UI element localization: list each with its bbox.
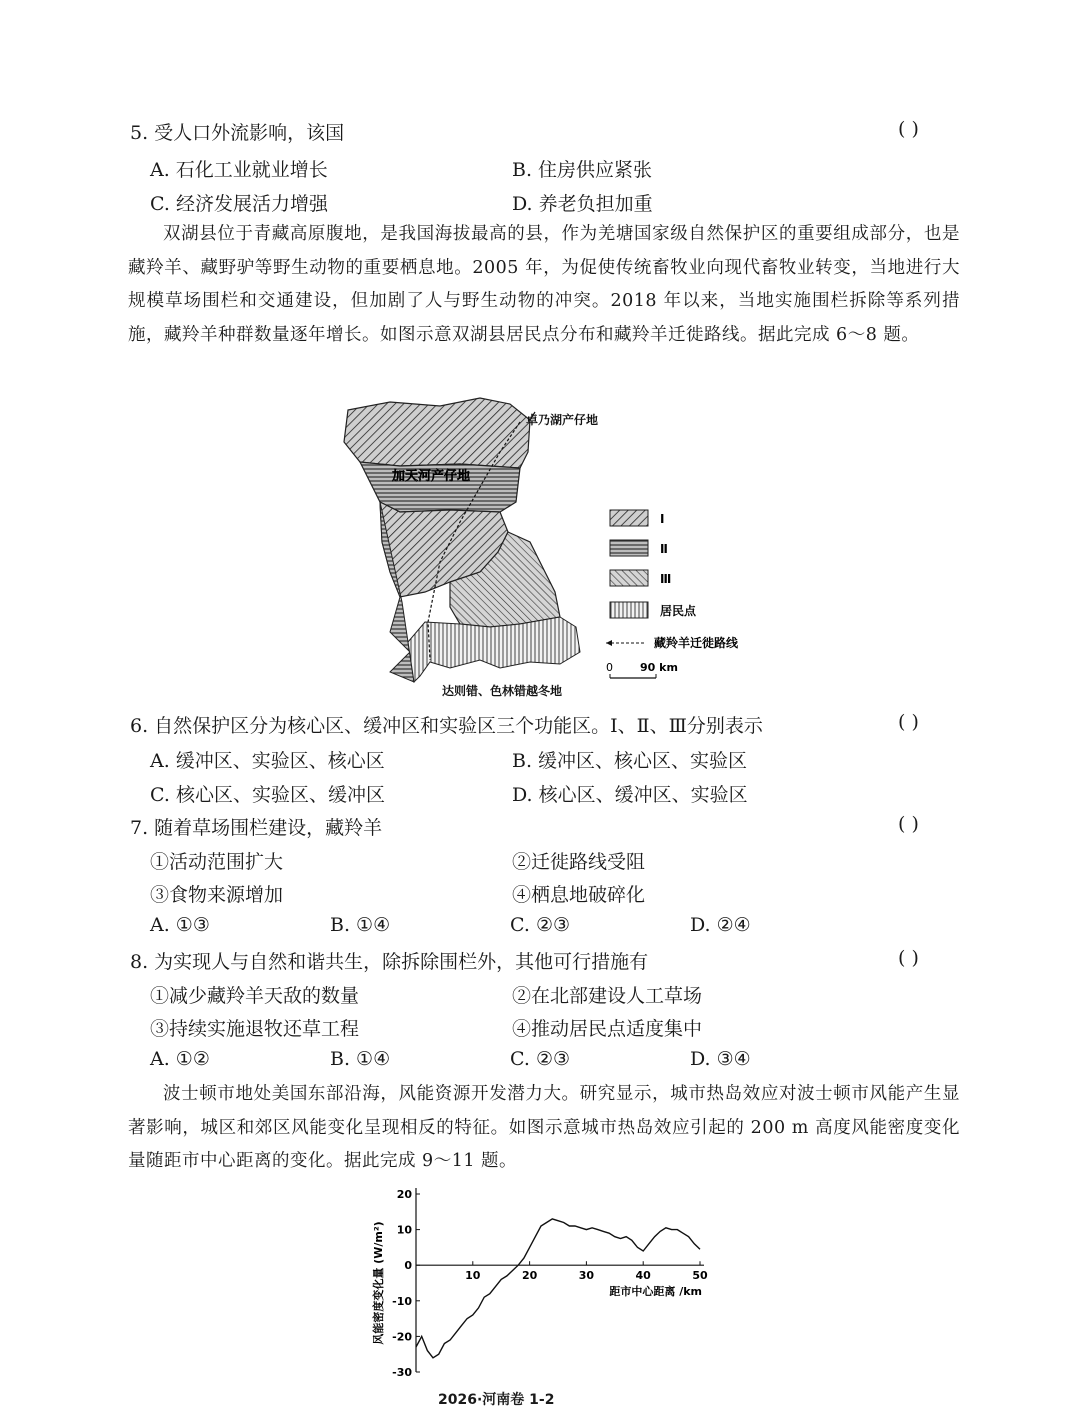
legend-zone-3: Ⅲ [660, 572, 672, 586]
map-zone-settlements [408, 617, 580, 682]
shuanghu-map [330, 392, 790, 702]
map-label-south: 达则错、色林错越冬地 [442, 684, 563, 698]
x-tick-label: 10 [465, 1269, 481, 1283]
q8-option-b[interactable]: B. ①④ [330, 1048, 391, 1070]
q7-item-4: ④栖息地破碎化 [512, 884, 646, 906]
x-tick-label: 40 [635, 1269, 651, 1283]
y-tick-label: 10 [396, 1223, 412, 1237]
q7-option-b[interactable]: B. ①④ [330, 914, 391, 936]
q7-option-d[interactable]: D. ②④ [690, 914, 751, 936]
q5-option-d[interactable]: D. 养老负担加重 [512, 193, 653, 215]
q8-item-1: ①减少藏羚羊天敌的数量 [150, 985, 360, 1007]
q5-option-c[interactable]: C. 经济发展活力增强 [150, 193, 328, 215]
x-tick-label: 30 [578, 1269, 595, 1283]
x-tick-label: 20 [521, 1269, 538, 1283]
y-tick-label: 20 [396, 1188, 412, 1201]
scale-90: 90 km [640, 661, 678, 674]
q6-option-a[interactable]: A. 缓冲区、实验区、核心区 [150, 750, 385, 772]
page-footer: 2026·河南卷 1-2 [438, 1392, 555, 1408]
x-tick-label: 50 [692, 1269, 708, 1283]
q8-answer-bracket[interactable]: ( ) [898, 947, 919, 969]
map-label-mid: 加天河产仔地 [392, 469, 471, 484]
y-tick-label: 0 [404, 1259, 412, 1273]
legend-migration-route: 藏羚羊迁徙路线 [654, 636, 739, 650]
q5-option-a[interactable]: A. 石化工业就业增长 [150, 159, 328, 181]
q8-item-2: ②在北部建设人工草场 [512, 985, 703, 1007]
y-tick-label: -30 [392, 1366, 412, 1379]
q7-answer-bracket[interactable]: ( ) [898, 813, 919, 835]
legend-settlement: 居民点 [660, 604, 697, 618]
q8-option-c[interactable]: C. ②③ [510, 1048, 571, 1070]
q7-option-c[interactable]: C. ②③ [510, 914, 571, 936]
y-axis-label: 风能密度变化量 (W/m²) [372, 1221, 385, 1345]
y-tick-label: -20 [392, 1330, 412, 1344]
q6-option-c[interactable]: C. 核心区、实验区、缓冲区 [150, 784, 385, 806]
q8-option-a[interactable]: A. ①② [150, 1048, 210, 1070]
q8-stem: 8. 为实现人与自然和谐共生，除拆除围栏外，其他可行措施有 [130, 951, 649, 973]
passage-boston: 波士顿市地处美国东部沿海，风能资源开发潜力大。研究显示，城市热岛效应对波士顿市风能产生显著影响，城区和郊区风能变化呈现相反的特征。如图示意城市热岛效应引起的 200 m 高度风能密度变化量随距市中心距离的变化。据此完成 9～11 题。 [128, 1084, 960, 1171]
y-tick-label: -10 [392, 1294, 412, 1308]
q7-item-2: ②迁徙路线受阻 [512, 851, 646, 873]
q5-option-b[interactable]: B. 住房供应紧张 [512, 159, 653, 181]
q7-item-1: ①活动范围扩大 [150, 851, 284, 873]
q5-stem: 5. 受人口外流影响，该国 [130, 122, 345, 144]
q7-option-a[interactable]: A. ①③ [150, 914, 210, 936]
legend-zone-1: Ⅰ [660, 512, 665, 526]
scale-zero: 0 [606, 661, 613, 674]
legend-zone-2: Ⅱ [660, 542, 668, 556]
map-zone-north [344, 398, 530, 468]
q8-item-4: ④推动居民点适度集中 [512, 1018, 703, 1040]
wind-energy-chart [360, 1180, 730, 1380]
q7-stem: 7. 随着草场围栏建设，藏羚羊 [130, 817, 383, 839]
map-label-north: 卓乃湖产仔地 [526, 413, 599, 427]
q5-answer-bracket[interactable]: ( ) [898, 118, 919, 140]
q6-answer-bracket[interactable]: ( ) [898, 711, 919, 733]
x-axis-label: 距市中心距离 /km [609, 1285, 702, 1299]
q8-item-3: ③持续实施退牧还草工程 [150, 1018, 360, 1040]
q6-option-b[interactable]: B. 缓冲区、核心区、实验区 [512, 750, 748, 772]
passage-shuanghu: 双湖县位于青藏高原腹地，是我国海拔最高的县，作为羌塘国家级自然保护区的重要组成部分，也是藏羚羊、藏野驴等野生动物的重要栖息地。2005 年，为促使传统畜牧业向现代畜牧业转变，当地进行大规模草场围栏和交通建设，但加剧了人与野生动物的冲突。2018 年以来，当地实施围栏拆除等系列措施，藏羚羊种群数量逐年增长。如图示意双湖县居民点分布和藏羚羊迁徙路线。据此完成 6～8 题。 [128, 224, 960, 345]
q7-item-3: ③食物来源增加 [150, 884, 284, 906]
q8-option-d[interactable]: D. ③④ [690, 1048, 751, 1070]
q6-option-d[interactable]: D. 核心区、缓冲区、实验区 [512, 784, 748, 806]
q6-stem: 6. 自然保护区分为核心区、缓冲区和实验区三个功能区。Ⅰ、Ⅱ、Ⅲ分别表示 [130, 715, 763, 737]
